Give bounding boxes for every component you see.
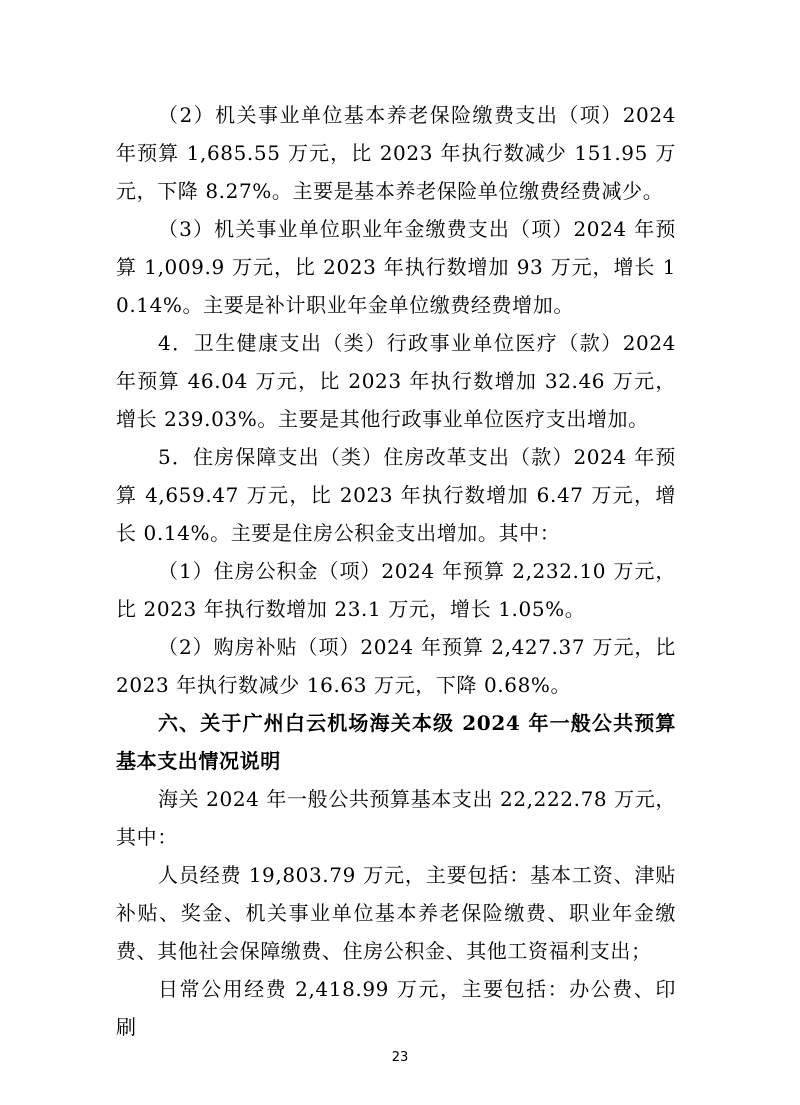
paragraph-personnel-expenses: 人员经费 19,803.79 万元，主要包括：基本工资、津贴补贴、奖金、机关事业单位基本养老保险缴费、职业年金缴费、其他社会保障缴费、住房公积金、其他工资福利支出；	[116, 863, 676, 963]
paragraph-occupational-annuity: （3）机关事业单位职业年金缴费支出（项）2024 年预算 1,009.9 万元，比 2023 年执行数增加 93 万元，增长 10.14%。主要是补计职业年金单位缴费经费增加。	[116, 217, 676, 317]
paragraph-public-expenses: 日常公用经费 2,418.99 万元，主要包括：办公费、印刷	[116, 977, 676, 1039]
paragraph-housing-subsidy: （2）购房补贴（项）2024 年预算 2,427.37 万元，比 2023 年执行数减少 16.63 万元，下降 0.68%。	[116, 635, 676, 697]
document-body	[116, 96, 676, 1046]
paragraph-housing-security: 5．住房保障支出（类）住房改革支出（款）2024 年预算 4,659.47 万元，比 2023 年执行数增加 6.47 万元，增长 0.14%。主要是住房公积金支出增加。其中：	[116, 445, 676, 545]
paragraph-basic-expenditure-total: 海关 2024 年一般公共预算基本支出 22,222.78 万元，其中：	[116, 787, 676, 849]
paragraph-health-expenditure: 4．卫生健康支出（类）行政事业单位医疗（款）2024年预算 46.04 万元，比 2023 年执行数增加 32.46 万元，增长 239.03%。主要是其他行政事业单位医疗支出增加。	[116, 331, 676, 431]
page-number: 23	[391, 1050, 409, 1065]
paragraph-housing-fund: （1）住房公积金（项）2024 年预算 2,232.10 万元，比 2023 年执行数增加 23.1 万元，增长 1.05%。	[116, 559, 676, 621]
section-heading-basic-expenditure: 六、关于广州白云机场海关本级 2024 年一般公共预算基本支出情况说明	[116, 711, 676, 773]
paragraph-pension-insurance: （2）机关事业单位基本养老保险缴费支出（项）2024年预算 1,685.55 万元，比 2023 年执行数减少 151.95 万元，下降 8.27%。主要是基本养老保险单位缴费经费减少。	[116, 103, 676, 203]
